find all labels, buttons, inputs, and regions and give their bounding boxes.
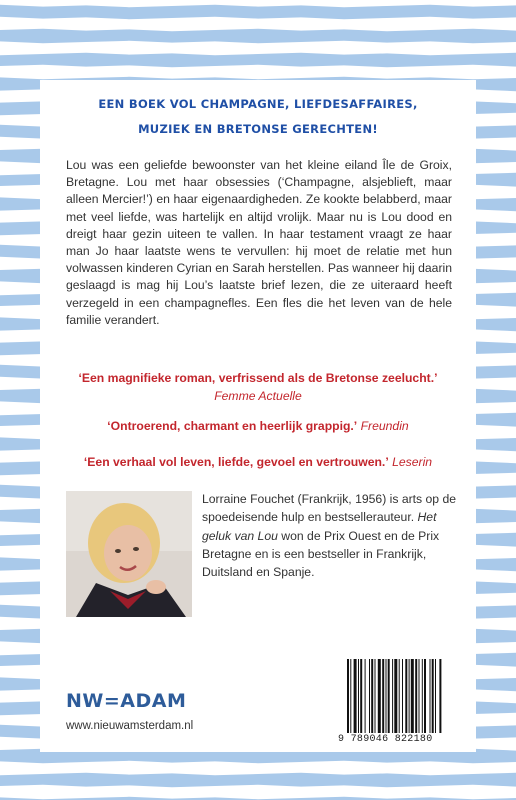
barcode-bar (375, 659, 376, 733)
quote-source: Freundin (360, 419, 409, 433)
book-title: Het geluk van Lou (202, 510, 437, 543)
tagline (0, 92, 516, 142)
barcode-bar (371, 659, 373, 733)
barcode-digits: 9 789046 822180 (338, 734, 433, 745)
barcode-bar (415, 659, 417, 733)
barcode-bar (382, 659, 384, 733)
stripe (0, 5, 516, 19)
publisher-url[interactable]: www.nieuwamsterdam.nl (66, 720, 194, 732)
author-photo (66, 491, 192, 617)
author-bio-start: Lorraine Fouchet (Frankrijk, 1956) is arts op de spoedeisende hulp en bestsellerauteur. (202, 492, 457, 525)
barcode-bar (402, 659, 403, 733)
barcode-bar (419, 659, 420, 733)
barcode-bar (411, 659, 414, 733)
barcode-bar (360, 659, 362, 733)
book-blurb: Lou was een geliefde bewoonster van het kleine eiland Île de Groix, Bretagne. Lou met haar obsessies (‘Champagne, alsjeblieft, maar alleen Mercier!’) en haar eigenaardigheden. Ze kookte belabberd, maar met veel liefde, was hartelijk en altijd vrolijk. Maar nu is Lou dood en dreigt haar gezin uiteen te vallen. In haar testament vraagt ze haar man Jo haar laatste wens te vervullen: hij moet de relatie met hun volwassen kinderen Cyrian en Sarah herstellen. Pas wanneer hij daarin geslaagd is mag hij Lou’s laatste brief lezen, die ze uiteraard heeft verzegeld in een champagnefles. Een fles die het leven van de hele familie verandert. (66, 158, 452, 327)
quote-text: ‘Een verhaal vol leven, liefde, gevoel en vertrouwen.’ (83, 455, 389, 469)
barcode-bar (378, 659, 381, 733)
quote-source: Femme Actuelle (214, 388, 302, 403)
barcode (343, 657, 467, 735)
review-quote (40, 418, 476, 436)
author-bio (202, 490, 464, 581)
barcode-bar (388, 659, 390, 733)
barcode-bar (358, 659, 359, 733)
barcode-bar (399, 659, 400, 733)
barcode-bar (424, 659, 426, 733)
tagline-line-2: MUZIEK EN BRETONSE GERECHTEN! (138, 122, 378, 136)
barcode-bar (432, 659, 434, 733)
barcode-bar (422, 659, 423, 733)
quote-source: Leserin (392, 455, 433, 469)
barcode-bar (350, 659, 351, 733)
author-bio-end: won de Prix Ouest en de Prix Bretagne en is een bestseller in Frankrijk, Duitsland en Spanje. (202, 528, 440, 580)
barcode-bar (405, 659, 407, 733)
barcode-bar (365, 659, 366, 733)
barcode-bar (347, 659, 349, 733)
barcode-bar (394, 659, 397, 733)
barcode-bar (369, 659, 370, 733)
review-quote (40, 454, 476, 472)
barcode-bar (392, 659, 393, 733)
tagline-line-1: EEN BOEK VOL CHAMPAGNE, LIEFDESAFFAIRES, (98, 97, 418, 111)
quote-text: ‘Een magnifieke roman, verfrissend als de Bretonse zeelucht.’ (78, 371, 438, 385)
barcode-bar (354, 659, 357, 733)
barcode-bar (439, 659, 441, 733)
barcode-bar (430, 659, 431, 733)
barcode-bar (409, 659, 410, 733)
stripe (0, 29, 516, 43)
stripe (0, 53, 516, 67)
barcode-bar (386, 659, 387, 733)
quote-text: ‘Ontroerend, charmant en heerlijk grappig.’ (107, 419, 358, 433)
review-quote (40, 370, 476, 405)
barcode-bar (435, 659, 436, 733)
publisher-logo: NW=ADAM (66, 690, 187, 712)
stripe (0, 773, 516, 787)
